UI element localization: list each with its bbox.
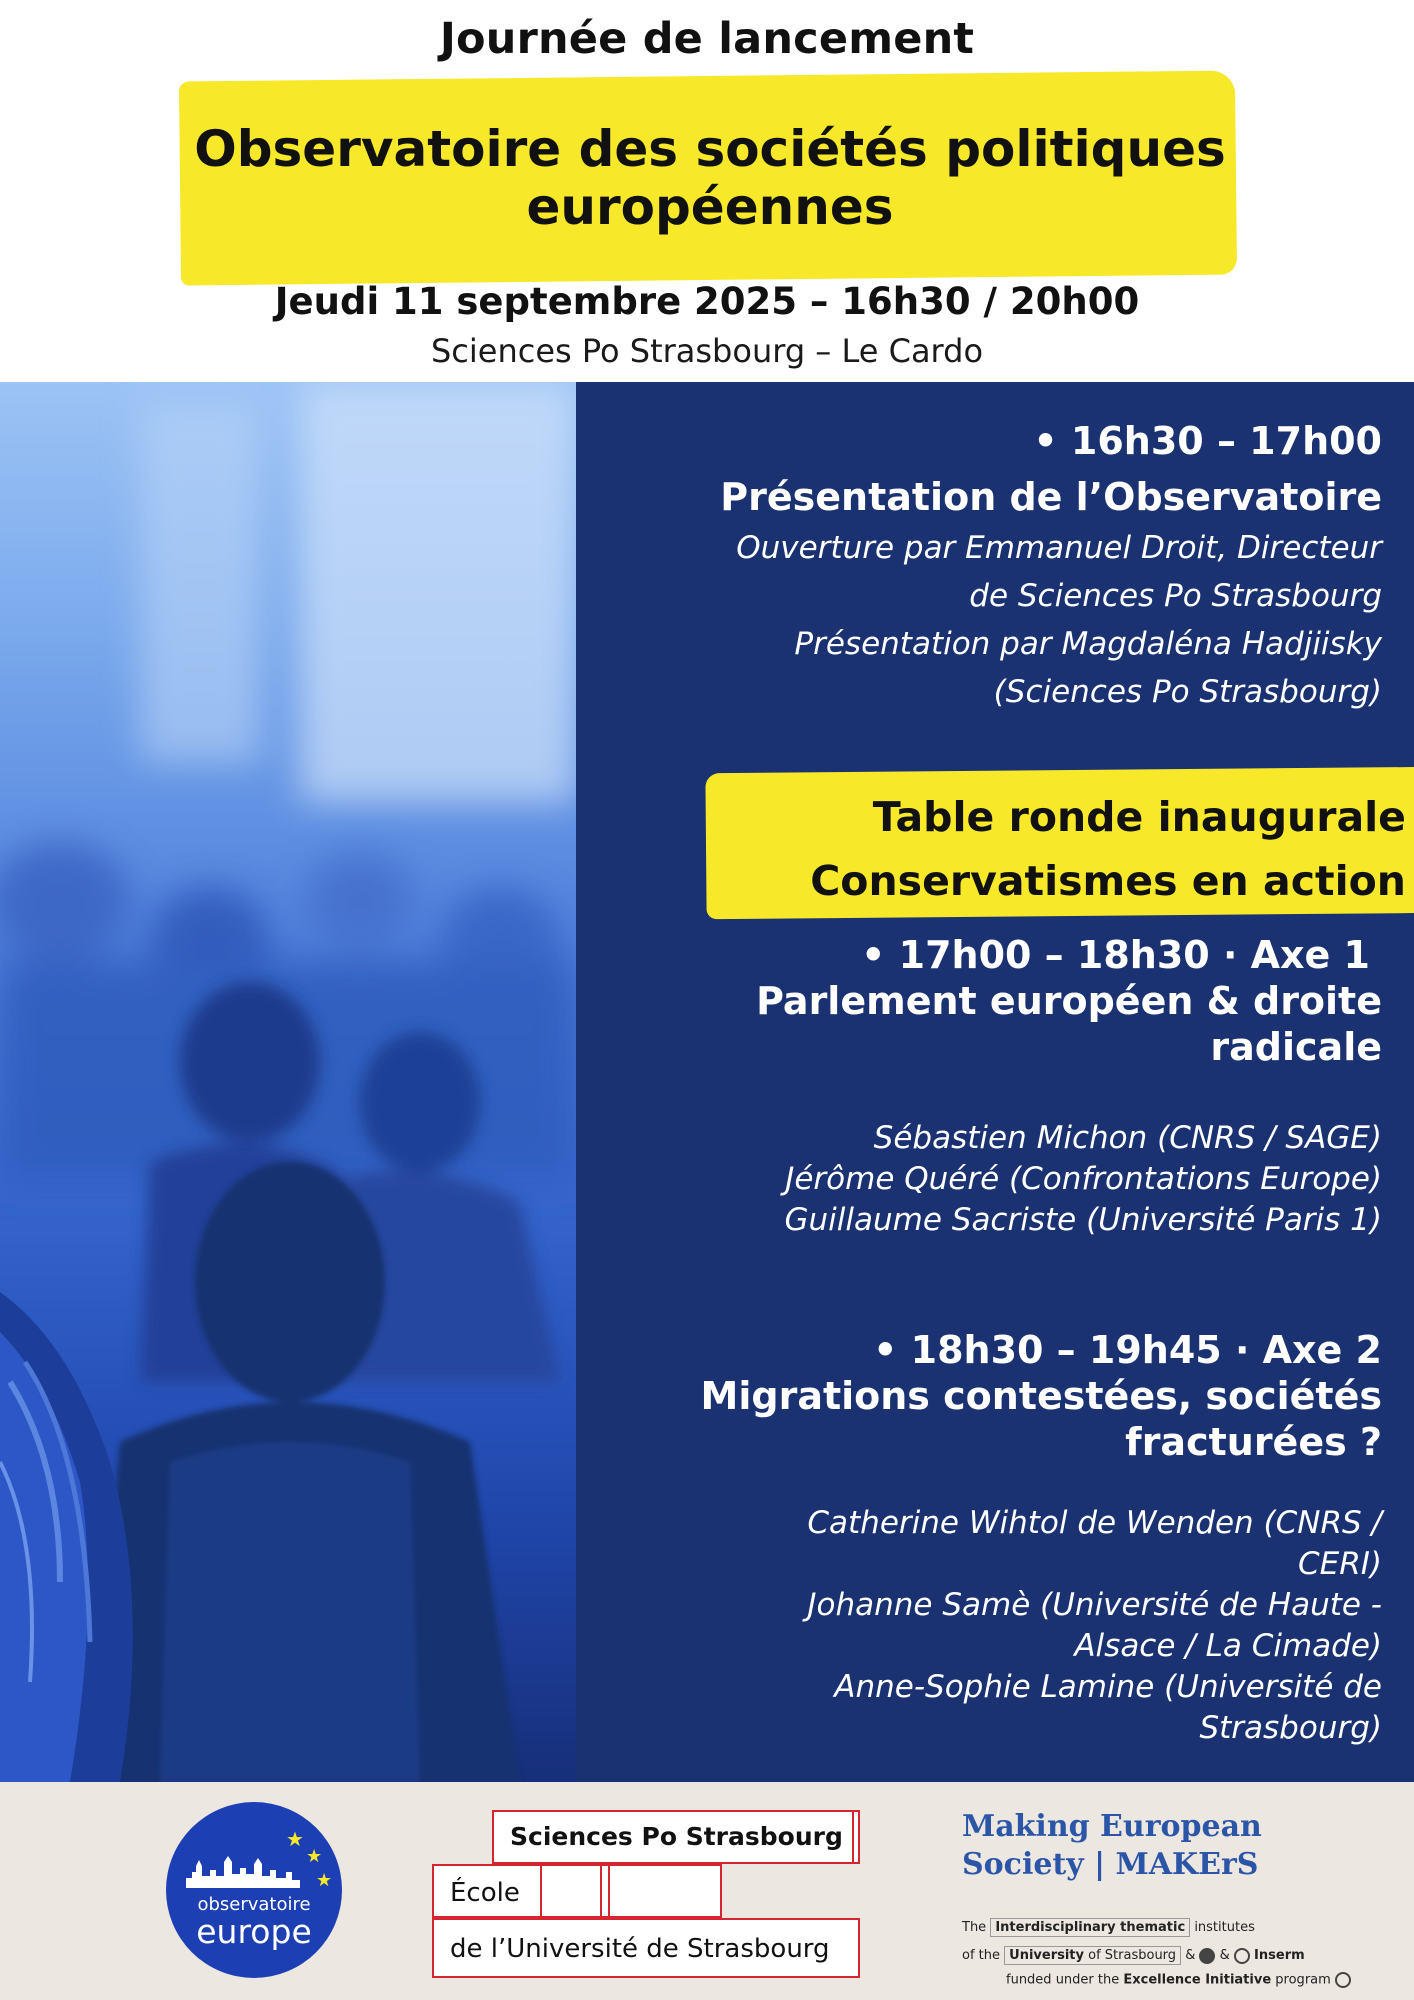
axe2-speaker: Anne-Sophie Lamine (Université de (834, 1669, 1382, 1705)
event-kicker: Journée de lancement (439, 14, 975, 64)
makers-text: The (962, 1920, 987, 1935)
axe2-speakers (701, 1503, 1382, 1749)
axe2-title-line: fracturées ? (1125, 1420, 1382, 1464)
observatoire-europe-logo (166, 1802, 342, 1978)
makers-text: of the (962, 1948, 1000, 1963)
presentation-speaker-line: de Sciences Po Strasbourg (969, 578, 1382, 614)
sciences-po-divider (608, 1864, 610, 1918)
svg-text:★: ★ (316, 1870, 333, 1891)
presentation-time: • 16h30 – 17h00 (1033, 419, 1382, 463)
sciences-po-strasbourg-logo (432, 1810, 862, 1978)
makers-text: & (1185, 1948, 1196, 1963)
roundtable-line1: Table ronde inaugurale (872, 793, 1406, 841)
axe1-session (756, 932, 1382, 1241)
makers-line2: Society | MAKErS (962, 1847, 1259, 1882)
sciences-po-divider (540, 1864, 542, 1918)
audience-photo (0, 382, 576, 1782)
event-date: Jeudi 11 septembre 2025 – 16h30 / 20h00 (274, 280, 1140, 323)
axe2-title-line: Migrations contestées, sociétés (700, 1374, 1382, 1418)
makers-line1: Making European (962, 1809, 1262, 1844)
makers-text: Excellence Initiative (1123, 1972, 1272, 1988)
makers-info-line1 (962, 1918, 1255, 1937)
sciences-po-divider (600, 1864, 602, 1918)
inserm-logo-icon (1234, 1948, 1250, 1964)
makers-text: funded under the (1006, 1972, 1120, 1988)
makers-text: institutes (1194, 1920, 1255, 1935)
program-panel (576, 382, 1414, 1782)
makers-text: of Strasbourg (1088, 1948, 1177, 1963)
sciences-po-universite: de l’Université de Strasbourg (450, 1934, 830, 1964)
axe2-speaker: Alsace / La Cimade) (1074, 1628, 1382, 1664)
sciences-po-ecole: École (450, 1878, 520, 1908)
axe2-time: • 18h30 – 19h45 · Axe 2 (873, 1328, 1382, 1372)
axe2-speaker: Strasbourg) (1199, 1710, 1382, 1746)
axe1-speaker: Jérôme Quéré (Confrontations Europe) (785, 1161, 1382, 1197)
makers-text: Interdisciplinary thematic (995, 1920, 1186, 1935)
partner-logos-footer (0, 1782, 1414, 2000)
cnrs-logo-icon (1199, 1948, 1215, 1964)
event-venue: Sciences Po Strasbourg – Le Cardo (430, 332, 984, 370)
axe1-speakers (756, 1118, 1382, 1241)
axe1-title-line: radicale (1210, 1025, 1382, 1069)
roundtable-heading (810, 785, 1406, 913)
presentation-speaker-line: Présentation par Magdaléna Hadjiisky (794, 626, 1382, 662)
axe2-speaker: CERI) (1297, 1546, 1382, 1582)
sciences-po-title: Sciences Po Strasbourg (510, 1822, 843, 1851)
axe1-title-line: Parlement européen & droite (756, 979, 1382, 1023)
axe1-time: • 17h00 – 18h30 · Axe 1 (861, 933, 1370, 977)
makers-info-line3 (1006, 1972, 1351, 1988)
axe1-speaker: Guillaume Sacriste (Université Paris 1) (784, 1202, 1382, 1238)
svg-text:★: ★ (306, 1846, 323, 1867)
roundtable-line2: Conservatismes en action (810, 857, 1406, 905)
event-title-line1: Observatoire des sociétés politiques (194, 120, 1226, 178)
excellence-initiative-icon (1335, 1972, 1351, 1988)
axe1-speaker: Sébastien Michon (CNRS / SAGE) (873, 1120, 1382, 1156)
presentation-speakers (720, 524, 1382, 716)
observatoire-logo-line2: europe (196, 1912, 312, 1951)
event-title-line2: européennes (526, 178, 894, 236)
makers-text: & (1219, 1948, 1230, 1963)
makers-text: Inserm (1254, 1948, 1305, 1963)
makers-text: program (1275, 1972, 1331, 1988)
eu-stars-skyline-icon (166, 1802, 342, 1978)
makers-framed-text (990, 1918, 1190, 1937)
event-title (160, 120, 1260, 236)
makers-text: University (1009, 1948, 1084, 1963)
header (0, 0, 1414, 382)
sciences-po-universite-box (432, 1918, 860, 1978)
axe2-session (701, 1327, 1382, 1749)
sciences-po-ecole-box (432, 1864, 722, 1918)
sciences-po-divider (852, 1810, 854, 1864)
blurred-audience-illustration (0, 382, 576, 1782)
presentation-title: Présentation de l’Observatoire (720, 475, 1382, 519)
axe2-speaker: Johanne Samè (Université de Haute - (807, 1587, 1382, 1623)
presentation-speaker-line: Ouverture par Emmanuel Droit, Directeur (736, 530, 1382, 566)
observatoire-logo-line1: observatoire (197, 1894, 311, 1915)
axe1-title (756, 978, 1382, 1070)
makers-framed-text (1004, 1946, 1181, 1965)
presentation-session (720, 418, 1382, 716)
axe2-speaker: Catherine Wihtol de Wenden (CNRS / (807, 1505, 1382, 1541)
sciences-po-title-box (492, 1810, 860, 1864)
makers-logo (962, 1808, 1382, 1988)
axe2-title (701, 1373, 1382, 1465)
presentation-speaker-line: (Sciences Po Strasbourg) (993, 674, 1382, 710)
makers-info-line2 (962, 1946, 1305, 1965)
svg-text:★: ★ (286, 1827, 304, 1851)
